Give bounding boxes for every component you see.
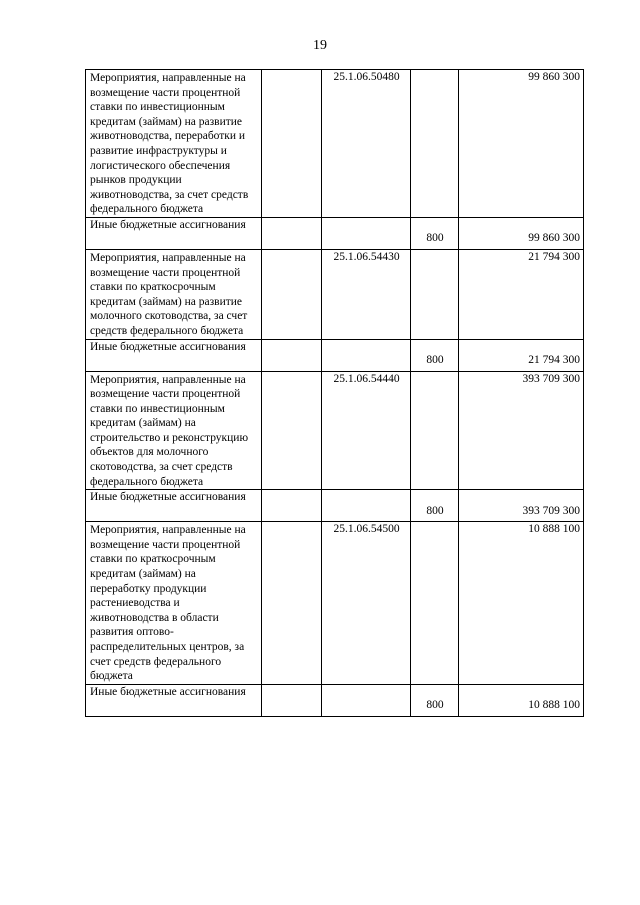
row-amount: 10 888 100 [459,522,584,685]
row-expense-type: 800 [411,684,459,716]
row-code: 25.1.06.54440 [322,371,411,490]
row-empty-cell [262,217,322,249]
row-name: Иные бюджетные ассигнования [86,339,262,371]
row-code [322,217,411,249]
row-name: Мероприятия, направленные на возмещение части процентной ставки по краткосрочным кредитам (займам) на переработку продукции растениеводства и животноводства в области развития оптово-распределительных центров, за счет средств федерального бюджета [86,522,262,685]
row-expense-type [411,522,459,685]
row-empty-cell [262,339,322,371]
table-row [86,684,584,716]
row-amount: 393 709 300 [459,490,584,522]
row-code [322,684,411,716]
table-row [86,217,584,249]
row-code: 25.1.06.54430 [322,249,411,339]
row-expense-type [411,249,459,339]
row-expense-type: 800 [411,339,459,371]
row-name: Мероприятия, направленные на возмещение части процентной ставки по инвестиционным кредитам (займам) на развитие животноводства, переработки и развитие инфраструктуры и логистического обеспечения рынков продукции животноводства, за счет средств федерального бюджета [86,70,262,218]
page-number: 19 [313,38,327,53]
row-amount: 21 794 300 [459,249,584,339]
row-name: Мероприятия, направленные на возмещение части процентной ставки по краткосрочным кредитам (займам) на развитие молочного скотоводства, за счет средств федерального бюджета [86,249,262,339]
table-row [86,249,584,339]
row-empty-cell [262,522,322,685]
table-row [86,339,584,371]
budget-table [85,69,584,717]
table-row [86,371,584,490]
row-amount: 393 709 300 [459,371,584,490]
row-empty-cell [262,249,322,339]
row-empty-cell [262,70,322,218]
row-name: Иные бюджетные ассигнования [86,684,262,716]
row-name: Мероприятия, направленные на возмещение части процентной ставки по инвестиционным кредитам (займам) на строительство и реконструкцию объектов для молочного скотоводства, за счет средств федерального бюджета [86,371,262,490]
row-amount: 99 860 300 [459,70,584,218]
row-name: Иные бюджетные ассигнования [86,217,262,249]
table-row [86,70,584,218]
row-expense-type: 800 [411,490,459,522]
row-code: 25.1.06.50480 [322,70,411,218]
row-code: 25.1.06.54500 [322,522,411,685]
row-amount: 10 888 100 [459,684,584,716]
row-amount: 21 794 300 [459,339,584,371]
row-expense-type [411,70,459,218]
row-empty-cell [262,371,322,490]
row-name: Иные бюджетные ассигнования [86,490,262,522]
row-expense-type: 800 [411,217,459,249]
row-empty-cell [262,684,322,716]
row-code [322,490,411,522]
table-row [86,490,584,522]
row-code [322,339,411,371]
table-row [86,522,584,685]
row-amount: 99 860 300 [459,217,584,249]
row-expense-type [411,371,459,490]
row-empty-cell [262,490,322,522]
